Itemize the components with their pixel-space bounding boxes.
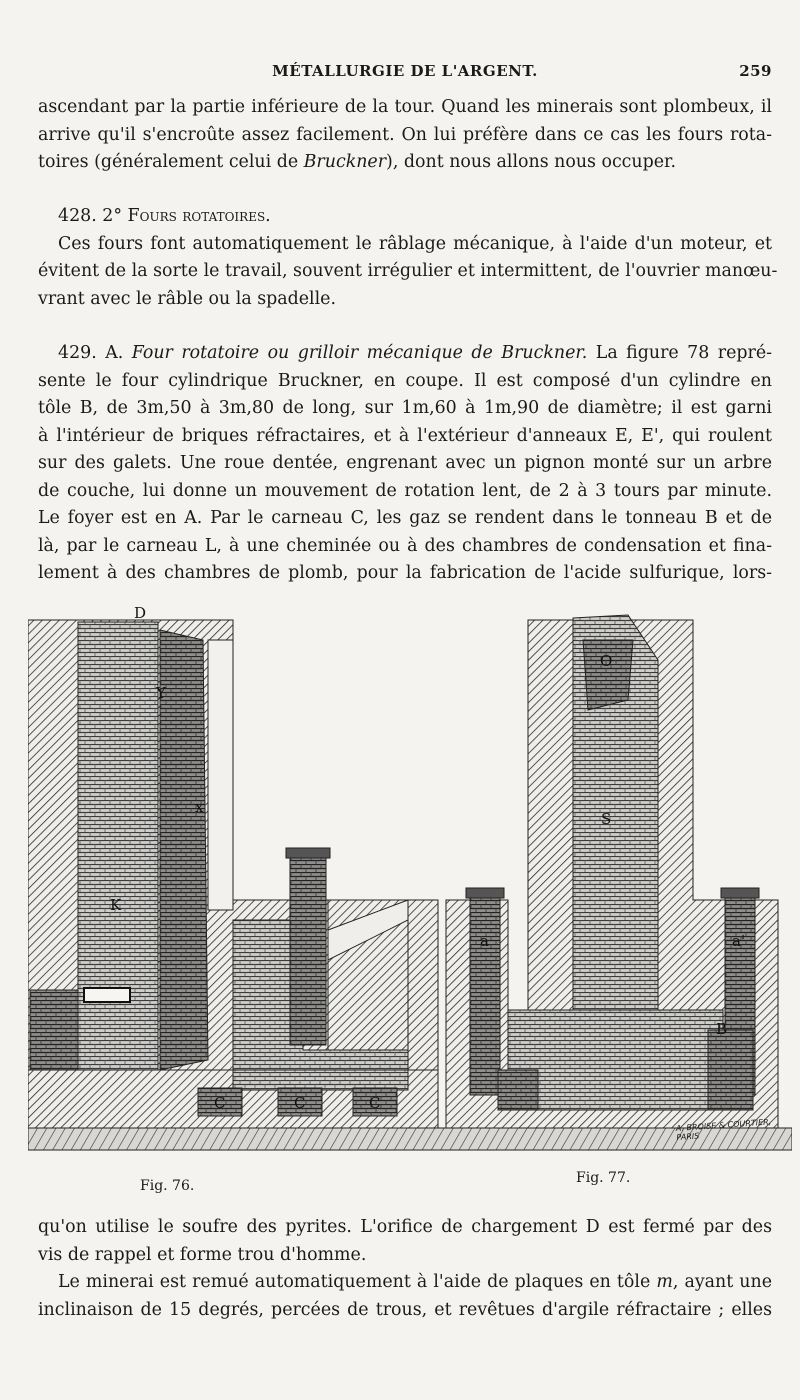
paragraph-continued bbox=[38, 1214, 772, 1324]
engraver-credit: A. BROISE & COURTIER, PARIS bbox=[675, 1117, 772, 1143]
text-line: à l'intérieur de briques réfractaires, et à l'extérieur d'anneaux E, E', qui roulent bbox=[38, 425, 772, 446]
fig-letter-C2: C bbox=[294, 1094, 306, 1112]
text-line: lement à des chambres de plomb, pour la fabrication de l'acide sulfurique, lors- bbox=[38, 563, 772, 583]
text-line: ascendant par la partie inférieure de la tour. Quand les minerais sont plombeux, il bbox=[38, 97, 772, 117]
text-line: là, par le carneau L, à une cheminée ou à des chambres de condensation et fina- bbox=[38, 535, 772, 556]
fig-letter-B: B bbox=[716, 1020, 728, 1038]
fig-letter-S: S bbox=[601, 810, 612, 828]
section-428 bbox=[38, 203, 778, 313]
fig-letter-D: D bbox=[134, 604, 147, 622]
section-heading-429: 429. A. Four rotatoire ou grilloir mécanique de Bruckner. La figure 78 repré- bbox=[58, 343, 773, 363]
text-line: de couche, lui donne un mouvement de rotation lent, de 2 à 3 tours par minute. bbox=[38, 480, 772, 501]
paragraph-intro bbox=[38, 94, 772, 177]
section-heading-428: 428. 2° Fours rotatoires. bbox=[58, 206, 271, 226]
fig77-drawing bbox=[446, 615, 778, 1130]
text-line: Le minerai est remué automatiquement à l'aide de plaques en tôle m, ayant une bbox=[58, 1272, 772, 1292]
fig-letter-O: O bbox=[600, 652, 613, 670]
fig-letter-a-prime: a' bbox=[732, 932, 746, 950]
text-line: vrant avec le râble ou la spadelle. bbox=[38, 288, 337, 309]
page-number: 259 bbox=[739, 62, 772, 80]
fig76-drawing bbox=[28, 620, 438, 1130]
running-title: MÉTALLURGIE DE L'ARGENT. bbox=[272, 62, 538, 80]
caption-fig-77: Fig. 77. bbox=[576, 1170, 631, 1186]
fig-letter-C3: C bbox=[369, 1094, 381, 1112]
caption-fig-76: Fig. 76. bbox=[140, 1178, 195, 1194]
fig-letter-K: K bbox=[110, 896, 122, 914]
fig-letter-x: x bbox=[195, 798, 204, 816]
text-line: évitent de la sorte le travail, souvent irrégulier et intermittent, de l'ouvrier manœu- bbox=[38, 261, 778, 281]
fig-letter-a: a bbox=[480, 932, 489, 950]
figure-furnace-sections bbox=[28, 600, 792, 1194]
running-head bbox=[38, 62, 772, 84]
text-line: inclinaison de 15 degrés, percées de trous, et revêtues d'argile réfractaire ; elles bbox=[38, 1299, 772, 1320]
text-line: tôle B, de 3m,50 à 3m,80 de long, sur 1m,60 à 1m,90 de diamètre; il est garni bbox=[38, 398, 772, 418]
var-m: m bbox=[656, 1272, 673, 1292]
text-line: qu'on utilise le soufre des pyrites. L'orifice de chargement D est fermé par des bbox=[38, 1217, 772, 1237]
text-line: Le foyer est en A. Par le carneau C, les gaz se rendent dans le tonneau B et de bbox=[38, 508, 772, 528]
text-line: vis de rappel et forme trou d'homme. bbox=[38, 1244, 367, 1265]
text-line: sur des galets. Une roue dentée, engrenant avec un pignon monté sur un arbre bbox=[38, 453, 772, 473]
text-line: arrive qu'il s'encroûte assez facilement. On lui préfère dans ce cas les fours rota- bbox=[38, 124, 772, 145]
name-bruckner: Bruckner bbox=[303, 152, 387, 172]
furnace-engraving bbox=[28, 600, 792, 1160]
text-line: sente le four cylindrique Bruckner, en coupe. Il est composé d'un cylindre en bbox=[38, 370, 772, 391]
section-429 bbox=[38, 340, 772, 588]
fig-letter-C1: C bbox=[214, 1094, 226, 1112]
text-line: Ces fours font automatiquement le râblage mécanique, à l'aide d'un moteur, et bbox=[58, 233, 772, 254]
text-line: toires (généralement celui de Bruckner), dont nous allons nous occuper. bbox=[38, 152, 676, 172]
fig-letter-Y: Y bbox=[156, 684, 166, 702]
